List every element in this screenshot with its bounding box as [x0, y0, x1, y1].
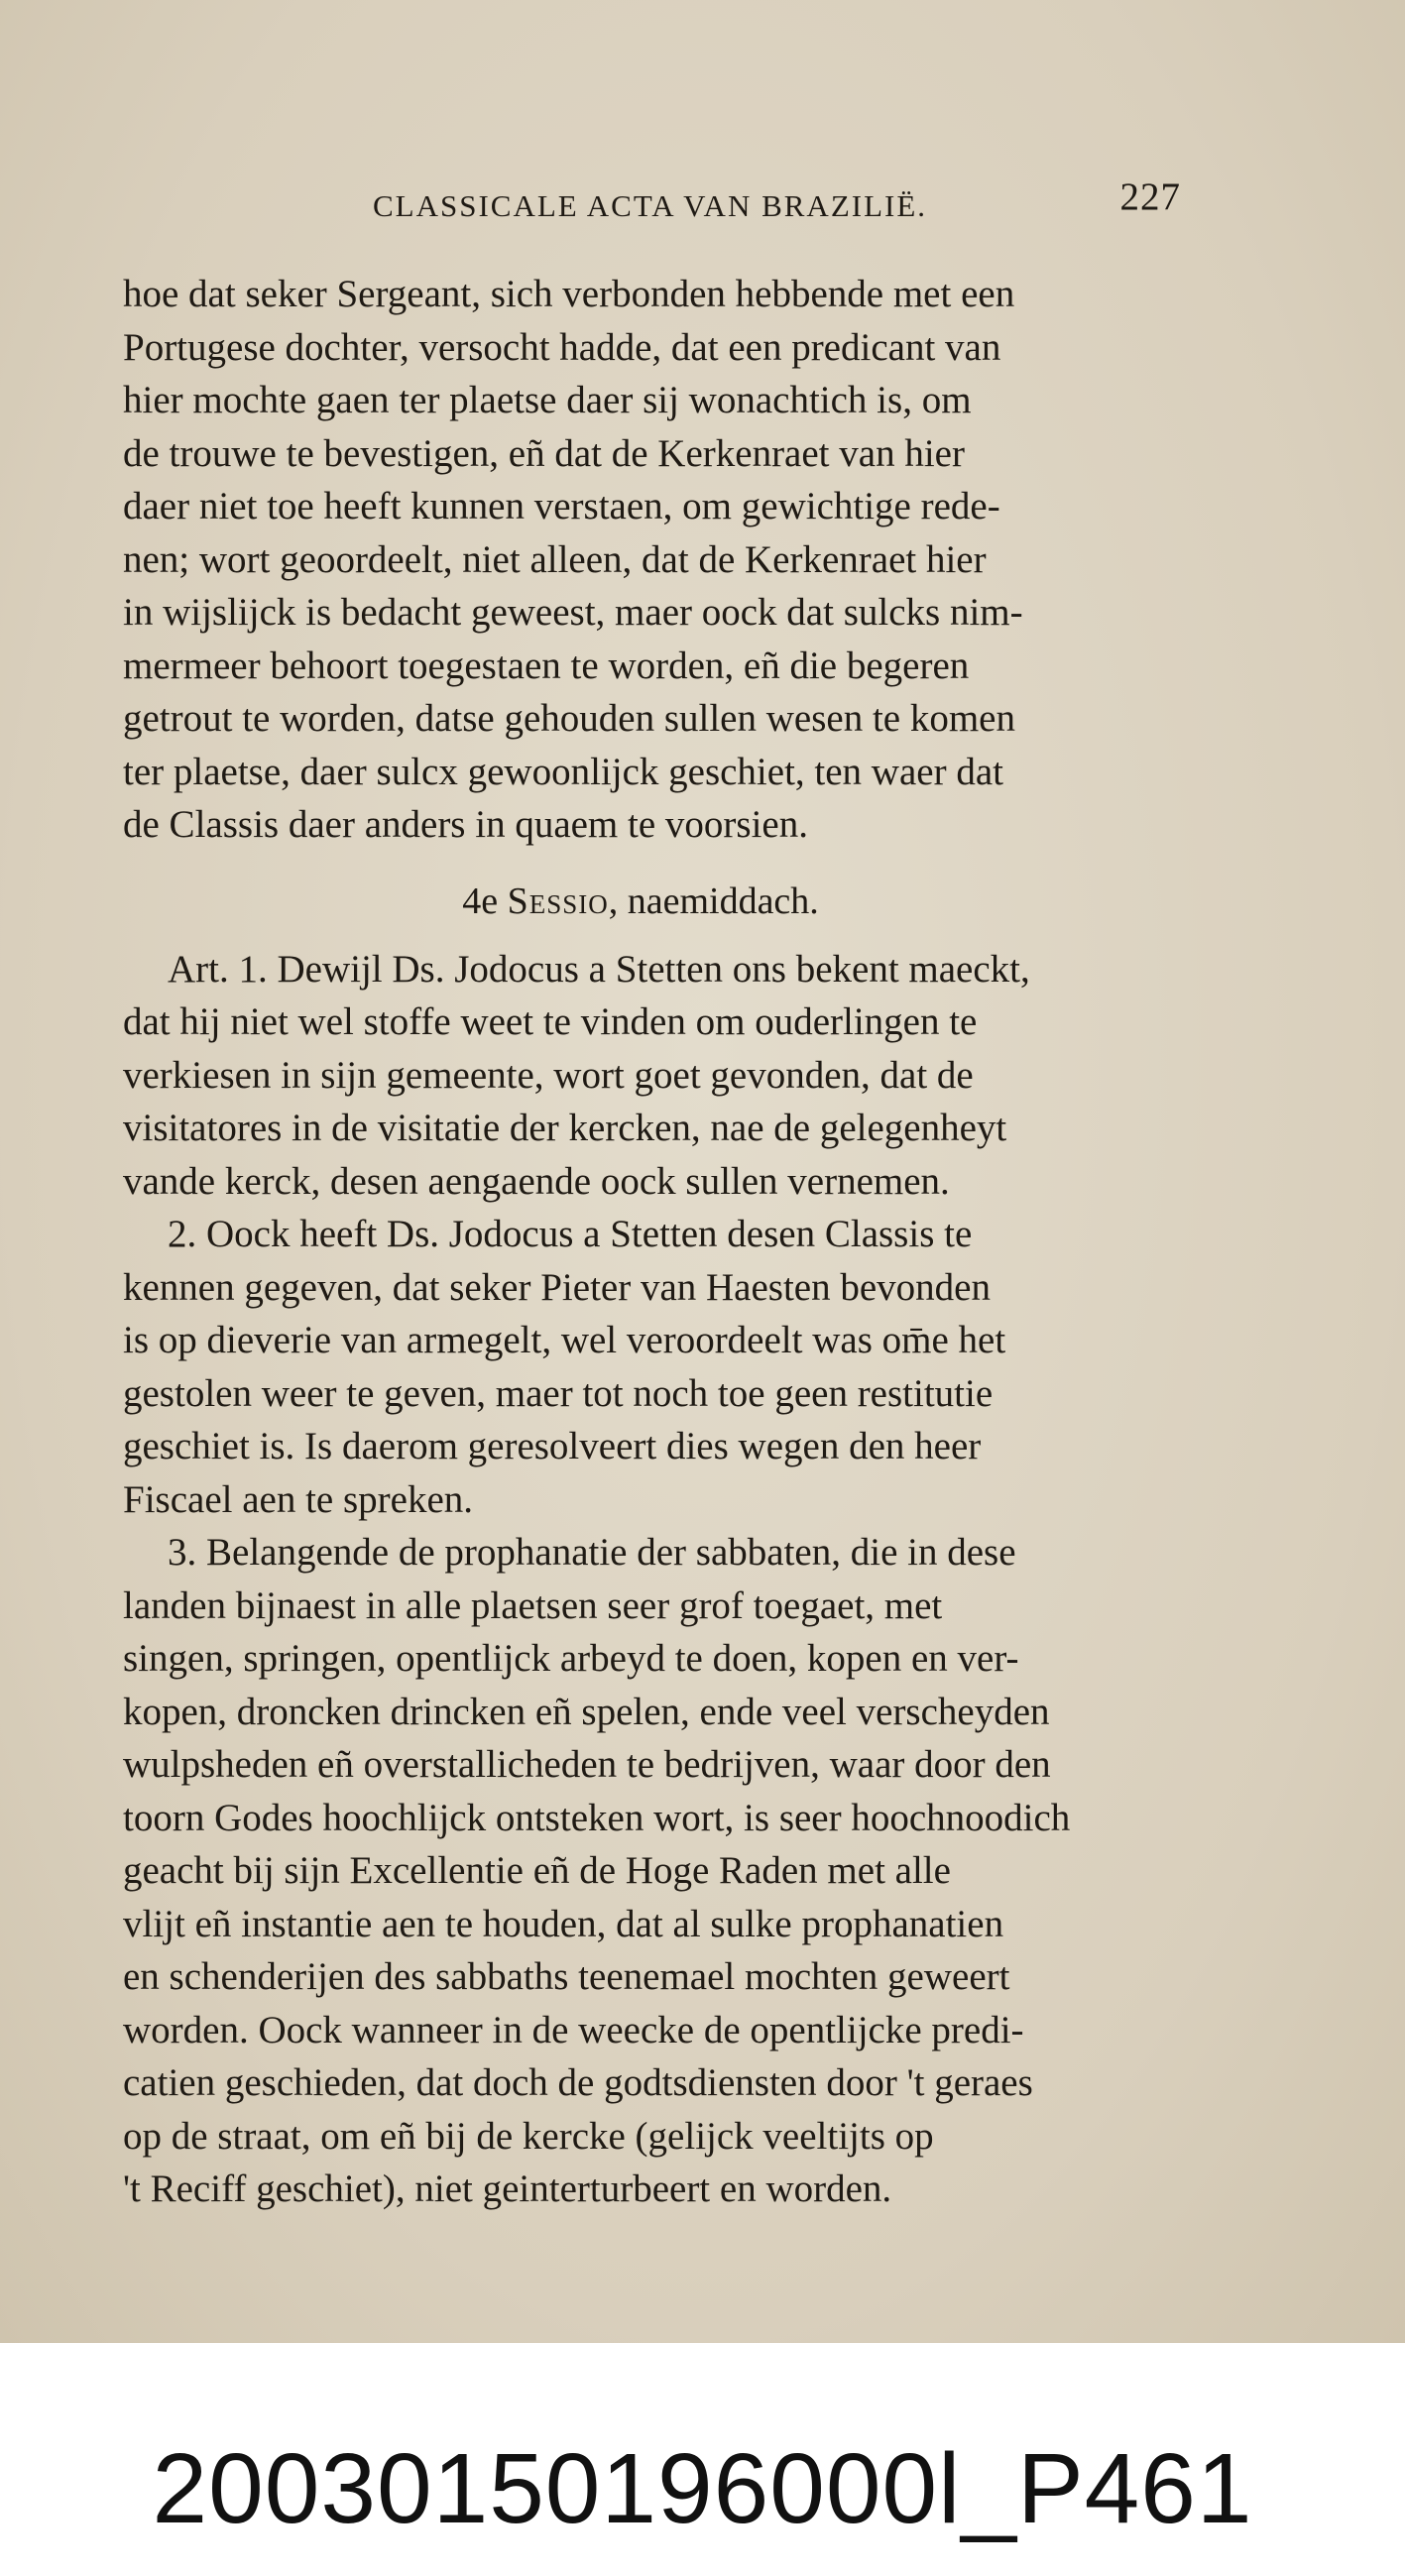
session-time: , naemiddach.: [608, 879, 819, 922]
body-text: [123, 268, 1198, 2216]
page-number: 227: [1119, 176, 1181, 218]
item-id-label: 20030150196000l_P461: [152, 2433, 1253, 2544]
session-number: 4e: [462, 879, 499, 922]
article-3: 3. Belangende de prophanatie der sabbaten, die in dese landen bijnaest in alle plaetsen seer grof toegaet, met singen, springen, opentlijck arbeyd te doen, kopen en ver- kopen, droncken drincken eñ spelen, ende veel verscheyden wulpsheden eñ overstallicheden te bedrijven, waar door den toorn Godes hoochlijck ontsteken wort, is seer hoochnoodich geacht bij sijn Excellentie eñ de Hoge Raden met alle vlijt eñ instantie aen te houden, dat al sulke prophanatien en schenderijen des sabbaths teenemael mochten geweert worden. Oock wanneer in de weecke de opentlijcke predi- catien geschieden, dat doch de godtsdiensten door 't geraes op de straat, om eñ bij de kercke (gelijck veeltijts op 't Reciff geschiet), niet geinterturbeert en worden.: [123, 1531, 1071, 2210]
running-title: CLASSICALE ACTA VAN BRAZILIË.: [373, 188, 928, 223]
article-1: Art. 1. Dewijl Ds. Jodocus a Stetten ons bekent maeckt, dat hij niet wel stoffe weet te vinden om ouderlingen te verkiesen in sijn gemeente, wort goet gevonden, dat de visitatores in de visitatie der kercken, nae de gelegenheyt vande kerck, desen aengaende oock sullen vernemen.: [123, 947, 1030, 1203]
running-head: [373, 175, 1181, 224]
paragraph-marriage-request: hoe dat seker Sergeant, sich verbonden hebbende met een Portugese dochter, versocht hadde, dat een predicant van hier mochte gaen ter plaetse daer sij wonachtich is, om de trouwe te bevestigen, eñ dat de Kerkenraet van hier daer niet toe heeft kunnen verstaen, om gewichtige rede- nen; wort geoordeelt, niet alleen, dat de Kerkenraet hier in wijslijck is bedacht geweest, maer oock dat sulcks nim- mermeer behoort toegestaen te worden, eñ die begeren getrout te worden, datse gehouden sullen wesen te komen ter plaetse, daer sulcx gewoonlijck geschiet, ten waer dat de Classis daer anders in quaem te voorsien.: [123, 273, 1023, 846]
session-word: Sessio: [507, 879, 609, 922]
session-heading: [123, 874, 1198, 929]
article-2: 2. Oock heeft Ds. Jodocus a Stetten desen Classis te kennen gegeven, dat seker Pieter van Haesten bevonden is op dieverie van armegelt, wel veroordeelt was om̄e het gestolen weer te geven, maer tot noch toe geen restitutie geschiet is. Is daerom geresolveert dies wegen den heer Fiscael aen te spreken.: [123, 1213, 1006, 1521]
